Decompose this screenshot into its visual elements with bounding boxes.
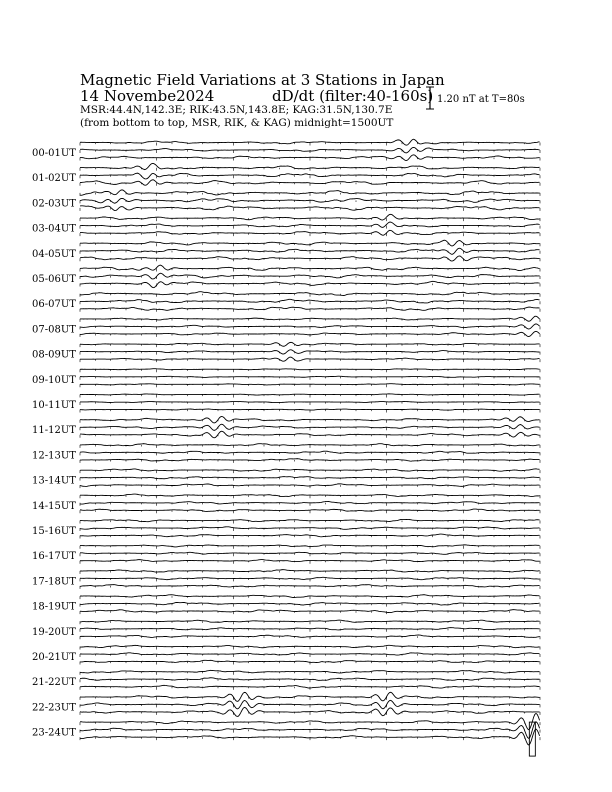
trace-MSR — [80, 369, 540, 370]
hour-label: 22-23UT — [32, 702, 76, 714]
trace-MSR — [80, 713, 540, 729]
scale-bar — [426, 87, 434, 109]
row-01-02UT — [32, 163, 540, 185]
hour-label: 16-17UT — [32, 551, 76, 563]
hour-label: 03-04UT — [32, 223, 76, 235]
row-04-05UT — [32, 240, 540, 261]
row-22-23UT — [32, 692, 540, 716]
hour-label: 17-18UT — [32, 576, 76, 588]
station-coordinates: MSR:44.4N,142.3E; RIK:43.5N,143.8E; KAG:31.5N,130.7E — [80, 104, 393, 116]
row-13-14UT — [32, 469, 540, 488]
row-08-09UT — [32, 342, 540, 362]
row-21-22UT — [32, 670, 540, 689]
row-23-24UT — [32, 713, 540, 745]
trace-KAG — [80, 707, 540, 716]
hour-label: 15-16UT — [32, 526, 76, 537]
trace-MSR — [80, 692, 540, 701]
hour-label: 13-14UT — [32, 475, 76, 487]
row-11-12UT — [32, 416, 540, 437]
row-03-04UT — [32, 214, 540, 236]
row-20-21UT — [32, 645, 540, 664]
row-18-19UT — [32, 595, 540, 614]
hour-label: 09-10UT — [32, 374, 76, 386]
hour-label: 01-02UT — [32, 173, 76, 185]
hour-label: 23-24UT — [32, 727, 76, 739]
row-10-11UT — [32, 394, 540, 413]
chart-subtitle: dD/dt (filter:40-160s) — [272, 87, 434, 105]
scale-bar-label: 1.20 nT at T=80s — [437, 94, 525, 105]
row-09-10UT — [32, 369, 540, 388]
hour-label: 00-01UT — [32, 148, 76, 159]
hour-label: 21-22UT — [32, 677, 76, 689]
trace-KAG — [80, 660, 540, 662]
hour-label: 19-20UT — [32, 626, 76, 638]
row-07-08UT — [32, 316, 540, 337]
row-12-13UT — [32, 444, 540, 463]
row-17-18UT — [32, 570, 540, 589]
chart-date: 14 Novembe2024 — [80, 87, 215, 105]
row-16-17UT — [32, 545, 540, 564]
row-05-06UT — [32, 265, 540, 288]
hour-label: 10-11UT — [32, 400, 76, 411]
hour-label: 20-21UT — [32, 652, 76, 663]
hour-label: 07-08UT — [32, 324, 76, 336]
trace-KAG — [80, 685, 540, 688]
hour-label: 02-03UT — [32, 198, 76, 210]
hour-label: 11-12UT — [32, 425, 76, 437]
magnetogram-rows — [32, 139, 540, 756]
row-15-16UT — [32, 519, 540, 538]
hour-label: 12-13UT — [32, 450, 76, 462]
chart-title: Magnetic Field Variations at 3 Stations in Japan — [80, 71, 445, 89]
hour-label: 14-15UT — [32, 500, 76, 512]
row-06-07UT — [32, 292, 540, 312]
station-order-note: (from bottom to top, MSR, RIK, & KAG) midnight=1500UT — [80, 117, 394, 129]
row-02-03UT — [32, 190, 540, 211]
hour-label: 06-07UT — [32, 299, 76, 311]
trace-KAG — [80, 281, 540, 287]
trace-RIK — [80, 402, 540, 403]
hour-label: 08-09UT — [32, 349, 76, 361]
row-19-20UT — [32, 620, 540, 639]
hour-label: 04-05UT — [32, 248, 76, 260]
hour-label: 05-06UT — [32, 274, 76, 285]
trace-RIK — [80, 700, 540, 709]
row-00-01UT — [32, 139, 540, 160]
trace-KAG — [80, 635, 540, 638]
row-14-15UT — [32, 494, 540, 513]
hour-label: 18-19UT — [32, 601, 76, 613]
